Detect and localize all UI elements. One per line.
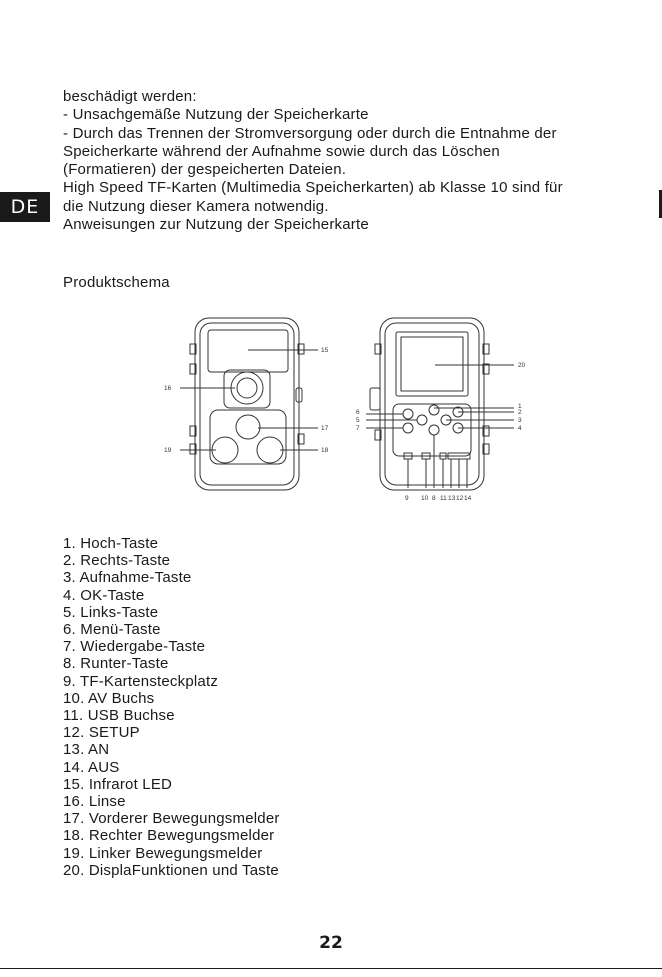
camera-front-view	[180, 318, 318, 490]
callout-9: 9	[405, 495, 409, 502]
intro-line: (Formatieren) der gespeicherten Dateien.	[63, 161, 347, 179]
list-item: 16. Linse	[63, 793, 126, 811]
list-item: 15. Infrarot LED	[63, 775, 173, 793]
list-item: 11. USB Buchse	[63, 707, 175, 725]
callout-1: 1	[518, 403, 522, 410]
list-item: 2. Rechts-Taste	[63, 552, 171, 570]
parts-list	[63, 535, 280, 879]
callout-2: 2	[518, 409, 522, 416]
lens-icon	[231, 372, 263, 404]
front-motion-sensor	[236, 415, 260, 439]
callout-18: 18	[321, 447, 329, 454]
callout-19: 19	[164, 447, 172, 454]
callout-7: 7	[356, 425, 360, 432]
list-item: 13. AN	[63, 741, 110, 759]
callout-15: 15	[321, 347, 329, 354]
callout-12: 12	[456, 495, 464, 502]
list-item: 19. Linker Bewegungsmelder	[63, 844, 263, 862]
intro-text	[63, 88, 643, 234]
up-button-icon	[429, 405, 439, 415]
list-item: 3. Aufnahme-Taste	[63, 569, 192, 587]
list-item: 20. DisplaFunktionen und Taste	[63, 861, 279, 879]
intro-line: Anweisungen zur Nutzung der Speicherkarte	[63, 216, 369, 234]
list-item: 18. Rechter Bewegungsmelder	[63, 827, 275, 845]
callout-6: 6	[356, 409, 360, 416]
callout-5: 5	[356, 417, 360, 424]
right-motion-sensor	[257, 437, 283, 463]
intro-line: die Nutzung dieser Kamera notwendig.	[63, 197, 329, 215]
list-item: 7. Wiedergabe-Taste	[63, 638, 206, 656]
list-item: 10. AV Buchs	[63, 689, 155, 707]
language-tab: DE	[0, 192, 50, 222]
list-item: 9. TF-Kartensteckplatz	[63, 672, 219, 690]
section-title: Produktschema	[63, 274, 170, 291]
camera-back-view	[366, 318, 514, 490]
left-button-icon	[417, 415, 427, 425]
display-screen	[401, 337, 463, 391]
callout-11: 11	[440, 495, 447, 502]
intro-line: High Speed TF-Karten (Multimedia Speicherkarten) ab Klasse 10 sind für	[63, 179, 563, 197]
list-item: 5. Links-Taste	[63, 603, 159, 621]
page-number: 22	[319, 933, 343, 953]
callout-20: 20	[518, 362, 526, 369]
callout-13: 13	[448, 495, 456, 502]
intro-line: beschädigt werden:	[63, 88, 197, 105]
callout-10: 10	[421, 495, 429, 502]
list-item: 4. OK-Taste	[63, 586, 145, 604]
list-item: 1. Hoch-Taste	[63, 535, 159, 552]
bottom-rule	[0, 968, 662, 969]
playback-button-icon	[403, 423, 413, 433]
list-item: 14. AUS	[63, 758, 120, 776]
list-item: 8. Runter-Taste	[63, 655, 169, 673]
callout-16: 16	[164, 385, 172, 392]
callout-4: 4	[518, 425, 522, 432]
infrared-led-panel	[208, 330, 288, 372]
list-item: 6. Menü-Taste	[63, 621, 161, 639]
intro-line: - Durch das Trennen der Stromversorgung oder durch die Entnahme der	[63, 124, 557, 142]
intro-line: Speicherkarte während der Aufnahme sowie durch das Löschen	[63, 142, 500, 160]
down-button-icon	[429, 425, 439, 435]
list-item: 12. SETUP	[63, 724, 140, 742]
list-item: 17. Vorderer Bewegungsmelder	[63, 810, 280, 828]
intro-line: - Unsachgemäße Nutzung der Speicherkarte	[63, 106, 369, 124]
product-diagram	[150, 310, 540, 510]
menu-button-icon	[403, 409, 413, 419]
callout-14: 14	[464, 495, 472, 502]
callout-3: 3	[518, 417, 522, 424]
callout-8: 8	[432, 495, 436, 502]
callout-17: 17	[321, 425, 329, 432]
